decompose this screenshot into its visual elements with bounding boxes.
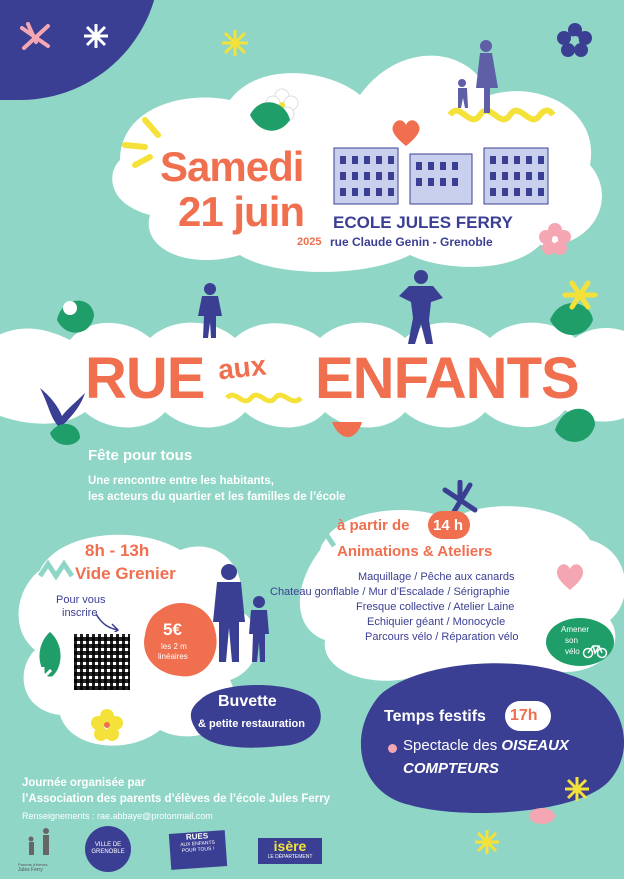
school-name: ECOLE JULES FERRY — [333, 213, 513, 232]
leaf-decoration-icon — [52, 290, 97, 340]
organizer-line-1: Journée organisée par — [22, 777, 146, 789]
show-line-1: Spectacle des — [403, 737, 498, 754]
sparkle-icon — [563, 775, 591, 803]
pink-blob-icon — [528, 806, 556, 826]
intro-line-1: Une rencontre entre les habitants, — [88, 475, 274, 487]
teal-zigzag-icon — [38, 558, 74, 582]
title-aux: aux — [216, 349, 268, 386]
orange-half-circle — [330, 420, 364, 442]
vide-grenier-title: Vide Grenier — [75, 564, 176, 583]
yellow-flower-icon — [90, 708, 124, 742]
ateliers-title: Animations & Ateliers — [337, 543, 493, 560]
cross-decoration-icon — [18, 22, 54, 52]
show-em-2: COMPTEURS — [403, 760, 499, 777]
contact-email[interactable]: Renseignements : rae.abbaye@protonmail.com — [22, 811, 213, 821]
signup-line-1: Pour vous — [56, 594, 106, 606]
school-building-illustration — [332, 142, 550, 206]
rues-logo-text-2: AUX ENFANTS — [180, 839, 216, 849]
bike-note-3: vélo — [565, 647, 580, 656]
rues-aux-enfants-logo — [169, 830, 227, 870]
family-icon — [18, 827, 58, 857]
festifs-time: 17h — [510, 707, 538, 724]
ape-logo-text-2: Jules Ferry — [18, 867, 43, 873]
atelier-item: Parcours vélo / Réparation vélo — [365, 631, 519, 643]
title-rue: RUE — [85, 346, 205, 411]
atelier-item: Maquillage / Pêche aux canards — [358, 571, 515, 583]
bike-note-2: son — [565, 636, 578, 645]
festifs-title: Temps festifs — [384, 708, 486, 725]
ville-grenoble-logo — [85, 826, 131, 872]
show-title-line — [403, 737, 569, 754]
intro-line-2: les acteurs du quartier et les familles de l’école — [88, 491, 346, 503]
bullet-dot — [388, 744, 397, 753]
flower-decoration-icon — [538, 222, 572, 256]
ateliers-time: 14 h — [433, 517, 464, 534]
parent-child-silhouette — [205, 562, 277, 666]
isere-logo-text: isère — [273, 838, 307, 854]
arrow-icon — [92, 612, 122, 634]
signup-line-2: inscrire — [62, 607, 98, 619]
sparkle-icon — [473, 828, 501, 856]
flower-decoration-icon — [555, 20, 595, 60]
bicycle-icon — [582, 643, 608, 659]
bike-badge — [545, 616, 615, 668]
sparkle-icon — [30, 665, 56, 691]
child-silhouette — [192, 282, 228, 340]
ville-grenoble-text: VILLE DE GRENOBLE — [91, 842, 125, 855]
buvette-subtitle: & petite restauration — [198, 718, 305, 730]
atelier-item: Echiquier géant / Monocycle — [367, 616, 506, 628]
ateliers-from: à partir de — [337, 517, 410, 534]
yellow-star-icon — [560, 280, 600, 310]
show-em-1: OISEAUX — [501, 737, 569, 754]
isere-logo-sub: LE DÉPARTEMENT — [267, 854, 313, 860]
ape-logo-text-1: Parents d'élèves — [18, 862, 48, 867]
event-date: 21 juin — [178, 188, 305, 235]
rues-logo-text-1: RUES — [185, 831, 209, 842]
blue-flower-icon — [30, 378, 90, 448]
buvette-blob — [185, 680, 325, 750]
pink-heart-icon — [555, 562, 585, 592]
vide-grenier-time: 8h - 13h — [85, 541, 150, 560]
rues-logo-text-3: POUR TOUS ! — [181, 845, 215, 855]
atelier-item: Fresque collective / Atelier Laine — [356, 601, 515, 613]
event-day: Samedi — [160, 143, 304, 190]
buvette-title: Buvette — [218, 693, 277, 710]
event-year: 2025 — [297, 236, 322, 248]
price: 5€ — [163, 620, 182, 639]
bike-note-1: Amener — [561, 625, 590, 634]
isere-logo — [258, 838, 322, 864]
organizer-line-2: l’Association des parents d’élèves de l’école Jules Ferry — [22, 793, 331, 805]
school-address: rue Claude Genin - Grenoble — [330, 235, 493, 249]
price-note-1: les 2 m — [161, 642, 187, 651]
child-silhouette — [395, 268, 447, 346]
leaf-decoration-icon — [245, 95, 305, 140]
atelier-item: Chateau gonflable / Mur d’Escalade / Sérigraphie — [270, 586, 510, 598]
sparkle-icon — [220, 28, 250, 58]
sparkle-icon — [82, 22, 110, 50]
intro-heading: Fête pour tous — [88, 447, 193, 464]
title-enfants: ENFANTS — [315, 346, 579, 411]
mother-child-silhouette — [450, 38, 506, 118]
price-note-2: linéaires — [158, 652, 188, 661]
signup-qr-code[interactable] — [72, 632, 132, 692]
teal-zigzag-icon — [300, 528, 336, 552]
title-squiggle — [225, 388, 305, 408]
ape-logo — [18, 827, 58, 871]
